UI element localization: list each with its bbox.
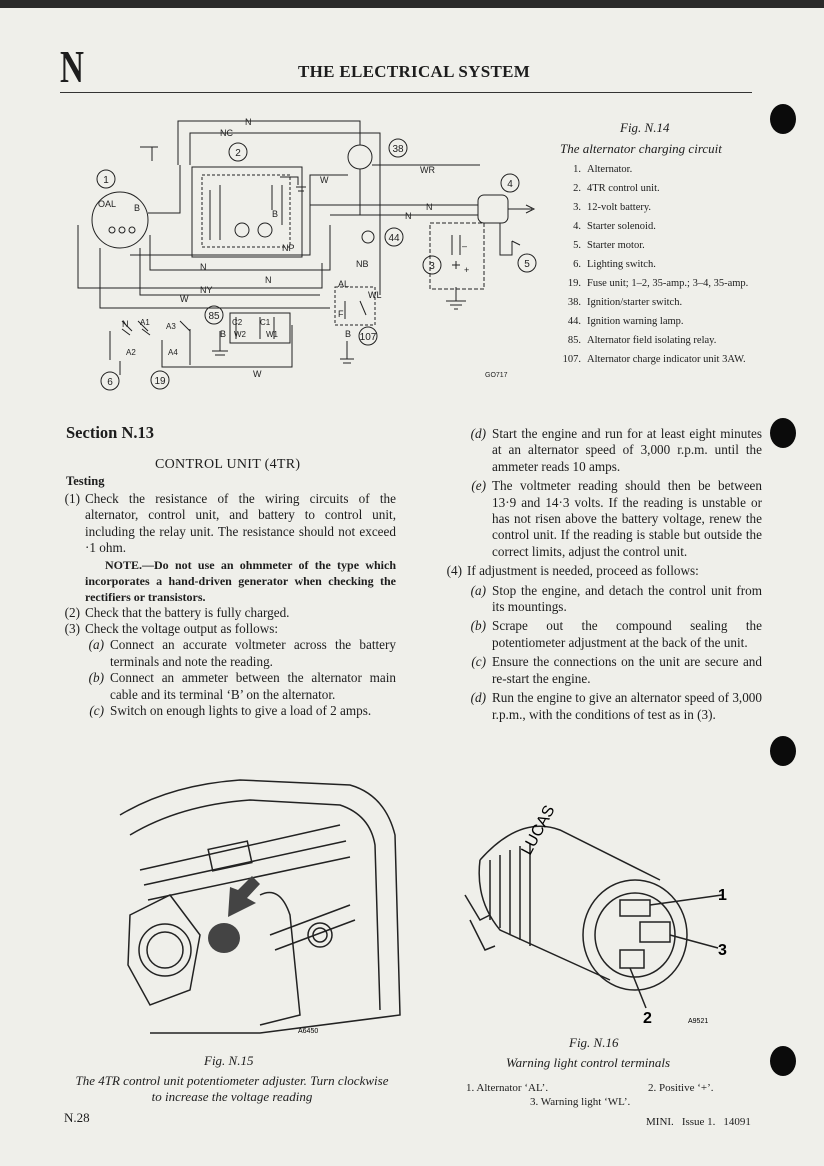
- callout-44: 44: [388, 233, 400, 244]
- step-4b: (b) Scrape out the compound sealing the potentiometer adjustment at the back of the unit.: [470, 618, 762, 650]
- relay-label-c2: C2: [232, 318, 243, 327]
- fig14-caption: The alternator charging circuit: [560, 141, 722, 156]
- step-3b: (b) Connect an ammeter between the alternator main cable and its terminal ‘B’ on the alternator.: [88, 670, 396, 702]
- fuse-label-a2: A2: [126, 348, 136, 357]
- footer-info: MINI. Issue 1. 14091: [646, 1116, 751, 1128]
- step-1: (1) Check the resistance of the wiring circuits of the alternator, control unit, and battery to control unit, including the relay unit. The resistance should not exceed ·1 ohm.: [64, 491, 396, 556]
- fig15-caption: The 4TR control unit potentiometer adjuster. Turn clockwise to increase the voltage reading: [75, 1073, 389, 1104]
- callout-1: 1: [103, 175, 109, 186]
- fig15-number: Fig. N.15: [204, 1053, 254, 1068]
- fuse-label-a3: A3: [166, 322, 176, 331]
- relay-label-w1: W1: [266, 330, 278, 339]
- right-column: [430, 426, 762, 723]
- terminal-label-b: B: [272, 209, 279, 219]
- wire-label-nc: NC: [220, 128, 233, 138]
- wire-label-wr: WR: [420, 165, 435, 175]
- fig16-brand-text: LUCAS: [518, 802, 559, 858]
- wire-label-w-3: W: [253, 369, 262, 379]
- fig14-drawing-code: GO717: [485, 372, 508, 379]
- legend-item: 5. Starter motor.: [573, 240, 645, 251]
- wire-label-np: NP: [282, 243, 295, 253]
- callout-4: 4: [507, 179, 513, 190]
- callout-2: 2: [235, 148, 241, 159]
- step-3e: (e) The voltmeter reading should then be between 13·9 and 14·3 volts. If the reading is unstable or has not risen above the battery voltage, renew the control unit. If the reading is stable but outside the correct limits, adjust the control unit.: [471, 478, 762, 559]
- legend-item: 4. Starter solenoid.: [573, 221, 656, 232]
- relay-label-w2: W2: [234, 330, 246, 339]
- header-rule: [60, 92, 752, 93]
- binder-hole: [770, 736, 796, 766]
- legend-item: 6. Lighting switch.: [573, 259, 656, 270]
- fig15-drawing-code: A6450: [298, 1028, 319, 1035]
- callout-6: 6: [107, 377, 113, 388]
- wire-label-n-4: N: [265, 275, 272, 285]
- step-4a: (a) Stop the engine, and detach the control unit from its mountings.: [470, 582, 762, 615]
- wire-label-n: N: [245, 117, 252, 127]
- fig16-callout-3: 3: [718, 942, 727, 959]
- fig16-callout-2: 2: [643, 1010, 652, 1027]
- terminal-label-f: F: [338, 309, 344, 319]
- fig16-item-1: 1. Alternator ‘AL’.: [466, 1082, 549, 1094]
- terminal-label-wl: WL: [368, 290, 382, 300]
- battery-negative: –: [462, 241, 468, 251]
- terminal-label-b-107: B: [345, 329, 352, 339]
- section-title: Section N.13: [66, 423, 154, 442]
- fig16-illustration: [460, 800, 760, 1030]
- wire-label-w: W: [320, 175, 329, 185]
- callout-38: 38: [392, 144, 404, 155]
- legend-item: 19. Fuse unit; 1–2, 35-amp.; 3–4, 35-amp.: [567, 278, 749, 289]
- fig16-callout-1: 1: [718, 887, 727, 904]
- fig14-legend: [558, 163, 758, 372]
- wire-label-n-solenoid: N: [426, 202, 433, 212]
- callout-3: 3: [429, 261, 435, 272]
- fig16-item-2: 2. Positive ‘+’.: [648, 1082, 714, 1094]
- terminal-label-al: AL: [338, 279, 350, 289]
- step-3c: (c) Switch on enough lights to give a load of 2 amps.: [89, 703, 372, 719]
- wire-label-w-2: W: [180, 294, 189, 304]
- legend-item: 44. Ignition warning lamp.: [567, 316, 684, 327]
- fig16-number: Fig. N.16: [569, 1035, 619, 1050]
- step-4d: (d) Run the engine to give an alternator speed of 3,000 r.p.m., with the conditions of test as in (3).: [470, 690, 762, 722]
- wire-label-n-2: N: [405, 211, 412, 221]
- fig16-caption: Warning light control terminals: [506, 1055, 671, 1070]
- relay-label-c1: C1: [260, 318, 271, 327]
- page-top-edge: [0, 0, 824, 8]
- callout-107: 107: [359, 332, 377, 343]
- section-subtitle: CONTROL UNIT (4TR): [155, 457, 301, 472]
- wire-label-n-3: N: [200, 262, 207, 272]
- callout-85: 85: [208, 311, 220, 322]
- legend-item: 1. Alternator.: [573, 164, 633, 175]
- chapter-letter: N: [60, 41, 84, 92]
- fig15-illustration: [110, 775, 410, 1043]
- fig16-item-3: 3. Warning light ‘WL’.: [530, 1096, 631, 1108]
- callout-5: 5: [524, 259, 530, 270]
- legend-item: 85. Alternator field isolating relay.: [567, 335, 717, 346]
- alternator-label-oal: OAL: [98, 199, 117, 209]
- fuse-label-a1: A1: [140, 318, 150, 327]
- battery-positive: +: [464, 265, 470, 275]
- legend-item: 107. Alternator charge indicator unit 3AW.: [562, 354, 746, 365]
- binder-hole: [770, 418, 796, 448]
- step-3d: (d) Start the engine and run for at least eight minutes at an alternator speed of 3,000 r.p.m. until the ammeter reads 10 amps.: [470, 426, 762, 474]
- legend-item: 2. 4TR control unit.: [573, 183, 660, 194]
- relay-label-b: B: [220, 329, 227, 339]
- chapter-title: THE ELECTRICAL SYSTEM: [298, 62, 531, 81]
- testing-heading: Testing: [66, 474, 105, 488]
- binder-hole: [770, 1046, 796, 1076]
- alternator-terminal-b: B: [134, 203, 141, 213]
- legend-item: 3. 12-volt battery.: [573, 202, 652, 213]
- step-4c: (c) Ensure the connections on the unit are secure and re-start the engine.: [471, 654, 762, 686]
- step-3: (3) Check the voltage output as follows:: [64, 621, 279, 637]
- charging-circuit-diagram: [60, 105, 550, 405]
- wire-label-nb: NB: [356, 259, 369, 269]
- note-ohmmeter: NOTE.—Do not use an ohmmeter of the type which incorporates a hand-driven generator when checking the rectifiers or transistors.: [85, 557, 396, 604]
- left-column: [48, 491, 396, 719]
- fuse-label-a4: A4: [168, 348, 178, 357]
- step-4: (4) If adjustment is needed, proceed as follows:: [446, 563, 699, 579]
- callout-19: 19: [154, 376, 166, 387]
- fig16-drawing-code: A9521: [688, 1018, 709, 1025]
- step-2: (2) Check that the battery is fully charged.: [64, 604, 290, 620]
- binder-hole: [770, 104, 796, 134]
- step-3a: (a) Connect an accurate voltmeter across the battery terminals and note the reading.: [88, 637, 396, 669]
- wire-label-ny: NY: [200, 285, 213, 295]
- page-number: N.28: [64, 1110, 90, 1125]
- fig14-number: Fig. N.14: [620, 120, 670, 135]
- legend-item: 38. Ignition/starter switch.: [567, 297, 683, 308]
- fuse-wire-n: N: [122, 319, 129, 329]
